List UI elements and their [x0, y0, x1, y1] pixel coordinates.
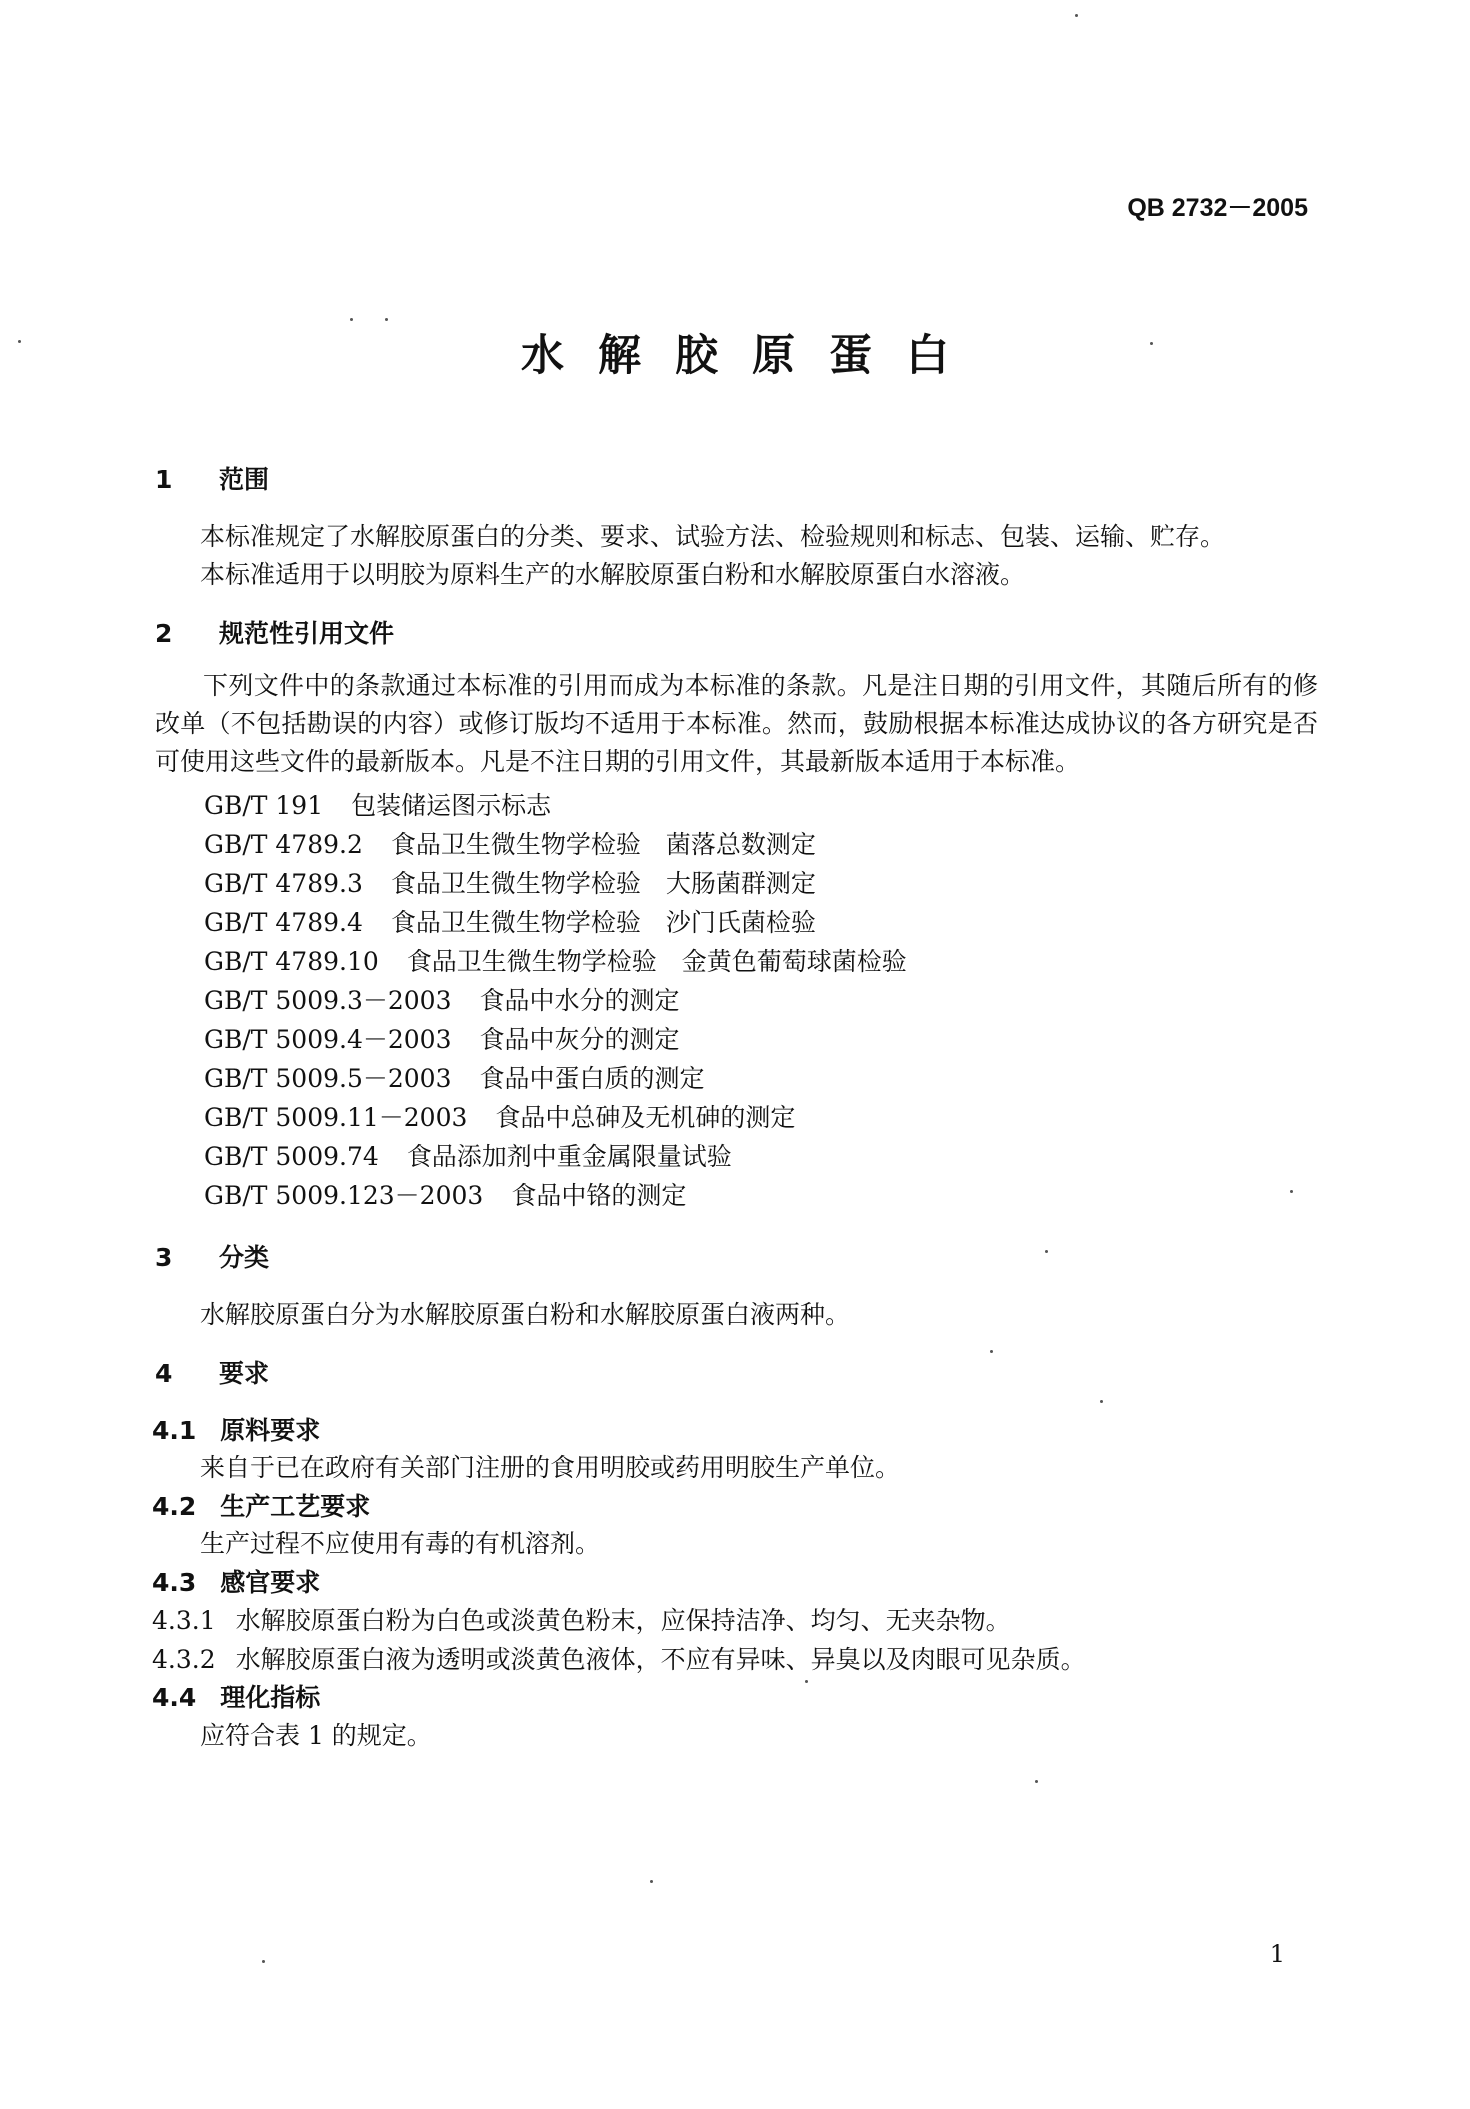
reference-item — [204, 1020, 680, 1056]
reference-item — [204, 1059, 705, 1095]
reference-code: GB/T 4789.2 — [204, 830, 363, 859]
scan-speck — [1035, 1780, 1038, 1783]
subsection-4-1-text: 来自于已在政府有关部门注册的食用明胶或药用明胶生产单位。 — [200, 1453, 901, 1482]
reference-code: GB/T 5009.11－2003 — [204, 1103, 468, 1132]
subsection-title: 理化指标 — [220, 1683, 321, 1712]
scan-speck — [1045, 1250, 1048, 1253]
section-number: 3 — [155, 1243, 173, 1272]
subsection-4-3-2-text — [152, 1640, 1086, 1676]
reference-title: 食品中蛋白质的测定 — [479, 1064, 705, 1093]
reference-title: 食品中总砷及无机砷的测定 — [495, 1103, 796, 1132]
subsection-number: 4.3 — [152, 1568, 197, 1597]
reference-code: GB/T 5009.3－2003 — [204, 986, 452, 1015]
subsection-number: 4.3.2 — [152, 1645, 216, 1674]
reference-code: GB/T 191 — [204, 791, 324, 820]
reference-item — [204, 786, 551, 822]
section-number: 1 — [155, 465, 173, 494]
scan-speck — [1100, 1400, 1103, 1403]
section-3-heading — [155, 1238, 269, 1274]
scan-speck — [262, 1960, 265, 1963]
section-title: 规范性引用文件 — [219, 619, 395, 648]
subsection-number: 4.1 — [152, 1416, 197, 1445]
subsection-4-2-heading — [152, 1487, 370, 1523]
section-title: 要求 — [219, 1359, 270, 1388]
document-title: 水解胶原蛋白 — [521, 331, 983, 381]
subsection-title: 原料要求 — [220, 1416, 321, 1445]
reference-title: 食品卫生微生物学检验 菌落总数测定 — [390, 830, 816, 859]
subsection-4-1-heading — [152, 1411, 320, 1447]
section-title: 范围 — [219, 465, 270, 494]
reference-title: 食品添加剂中重金属限量试验 — [406, 1142, 732, 1171]
reference-title: 食品卫生微生物学检验 沙门氏菌检验 — [390, 908, 816, 937]
reference-title: 食品卫生微生物学检验 大肠菌群测定 — [390, 869, 816, 898]
reference-item — [204, 1137, 732, 1173]
scan-speck — [1075, 14, 1078, 17]
subsection-4-3-heading — [152, 1563, 320, 1599]
reference-item — [204, 981, 680, 1017]
scan-speck — [385, 318, 388, 321]
page-number: 1 — [1269, 1940, 1285, 1968]
scan-speck — [350, 318, 353, 321]
section-number: 4 — [155, 1359, 173, 1388]
reference-title: 食品中水分的测定 — [479, 986, 680, 1015]
section-title: 分类 — [219, 1243, 270, 1272]
reference-item — [204, 942, 907, 978]
reference-code: GB/T 5009.74 — [204, 1142, 379, 1171]
scan-speck — [650, 1880, 653, 1883]
section-3-paragraph: 水解胶原蛋白分为水解胶原蛋白粉和水解胶原蛋白液两种。 — [200, 1300, 851, 1329]
clause-text: 水解胶原蛋白粉为白色或淡黄色粉末，应保持洁净、均匀、无夹杂物。 — [235, 1606, 1011, 1635]
subsection-title: 生产工艺要求 — [220, 1492, 371, 1521]
section-number: 2 — [155, 619, 173, 648]
section-2-paragraph: 下列文件中的条款通过本标准的引用而成为本标准的条款。凡是注日期的引用文件，其随后所有的修改单（不包括勘误的内容）或修订版均不适用于本标准。然而，鼓励根据本标准达成协议的各方研究是否可使用这些文件的最新版本。凡是不注日期的引用文件，其最新版本适用于本标准。 — [155, 671, 1318, 776]
scan-speck — [990, 1350, 993, 1353]
reference-item — [204, 864, 816, 900]
subsection-number: 4.4 — [152, 1683, 197, 1712]
clause-text: 水解胶原蛋白液为透明或淡黄色液体，不应有异味、异臭以及肉眼可见杂质。 — [235, 1645, 1086, 1674]
scan-speck — [805, 1680, 808, 1683]
subsection-4-4-text: 应符合表 1 的规定。 — [200, 1721, 432, 1750]
reference-title: 食品卫生微生物学检验 金黄色葡萄球菌检验 — [406, 947, 907, 976]
subsection-number: 4.2 — [152, 1492, 197, 1521]
subsection-title: 感官要求 — [220, 1568, 321, 1597]
reference-code: GB/T 5009.4－2003 — [204, 1025, 452, 1054]
reference-code: GB/T 5009.123－2003 — [204, 1181, 484, 1210]
reference-code: GB/T 4789.3 — [204, 869, 363, 898]
reference-title: 食品中铬的测定 — [511, 1181, 687, 1210]
reference-code: GB/T 4789.4 — [204, 908, 363, 937]
reference-title: 食品中灰分的测定 — [479, 1025, 680, 1054]
scan-speck — [18, 340, 21, 343]
subsection-number: 4.3.1 — [152, 1606, 216, 1635]
section-4-heading — [155, 1354, 269, 1390]
reference-code: GB/T 5009.5－2003 — [204, 1064, 452, 1093]
standard-code: QB 2732－2005 — [1127, 194, 1308, 222]
section-2-heading — [155, 614, 394, 650]
reference-title: 包装储运图示标志 — [351, 791, 552, 820]
reference-item — [204, 825, 816, 861]
scan-speck — [1150, 342, 1153, 345]
reference-item — [204, 1176, 686, 1212]
scan-speck — [1290, 1190, 1293, 1193]
section-1-paragraph: 本标准适用于以明胶为原料生产的水解胶原蛋白粉和水解胶原蛋白水溶液。 — [200, 560, 1026, 589]
subsection-4-3-1-text — [152, 1601, 1011, 1637]
reference-item — [204, 1098, 795, 1134]
subsection-4-2-text: 生产过程不应使用有毒的有机溶剂。 — [200, 1529, 601, 1558]
section-1-heading — [155, 460, 269, 496]
section-1-paragraph: 本标准规定了水解胶原蛋白的分类、要求、试验方法、检验规则和标志、包装、运输、贮存。 — [200, 522, 1226, 551]
reference-item — [204, 903, 816, 939]
subsection-4-4-heading — [152, 1678, 320, 1714]
reference-code: GB/T 4789.10 — [204, 947, 379, 976]
